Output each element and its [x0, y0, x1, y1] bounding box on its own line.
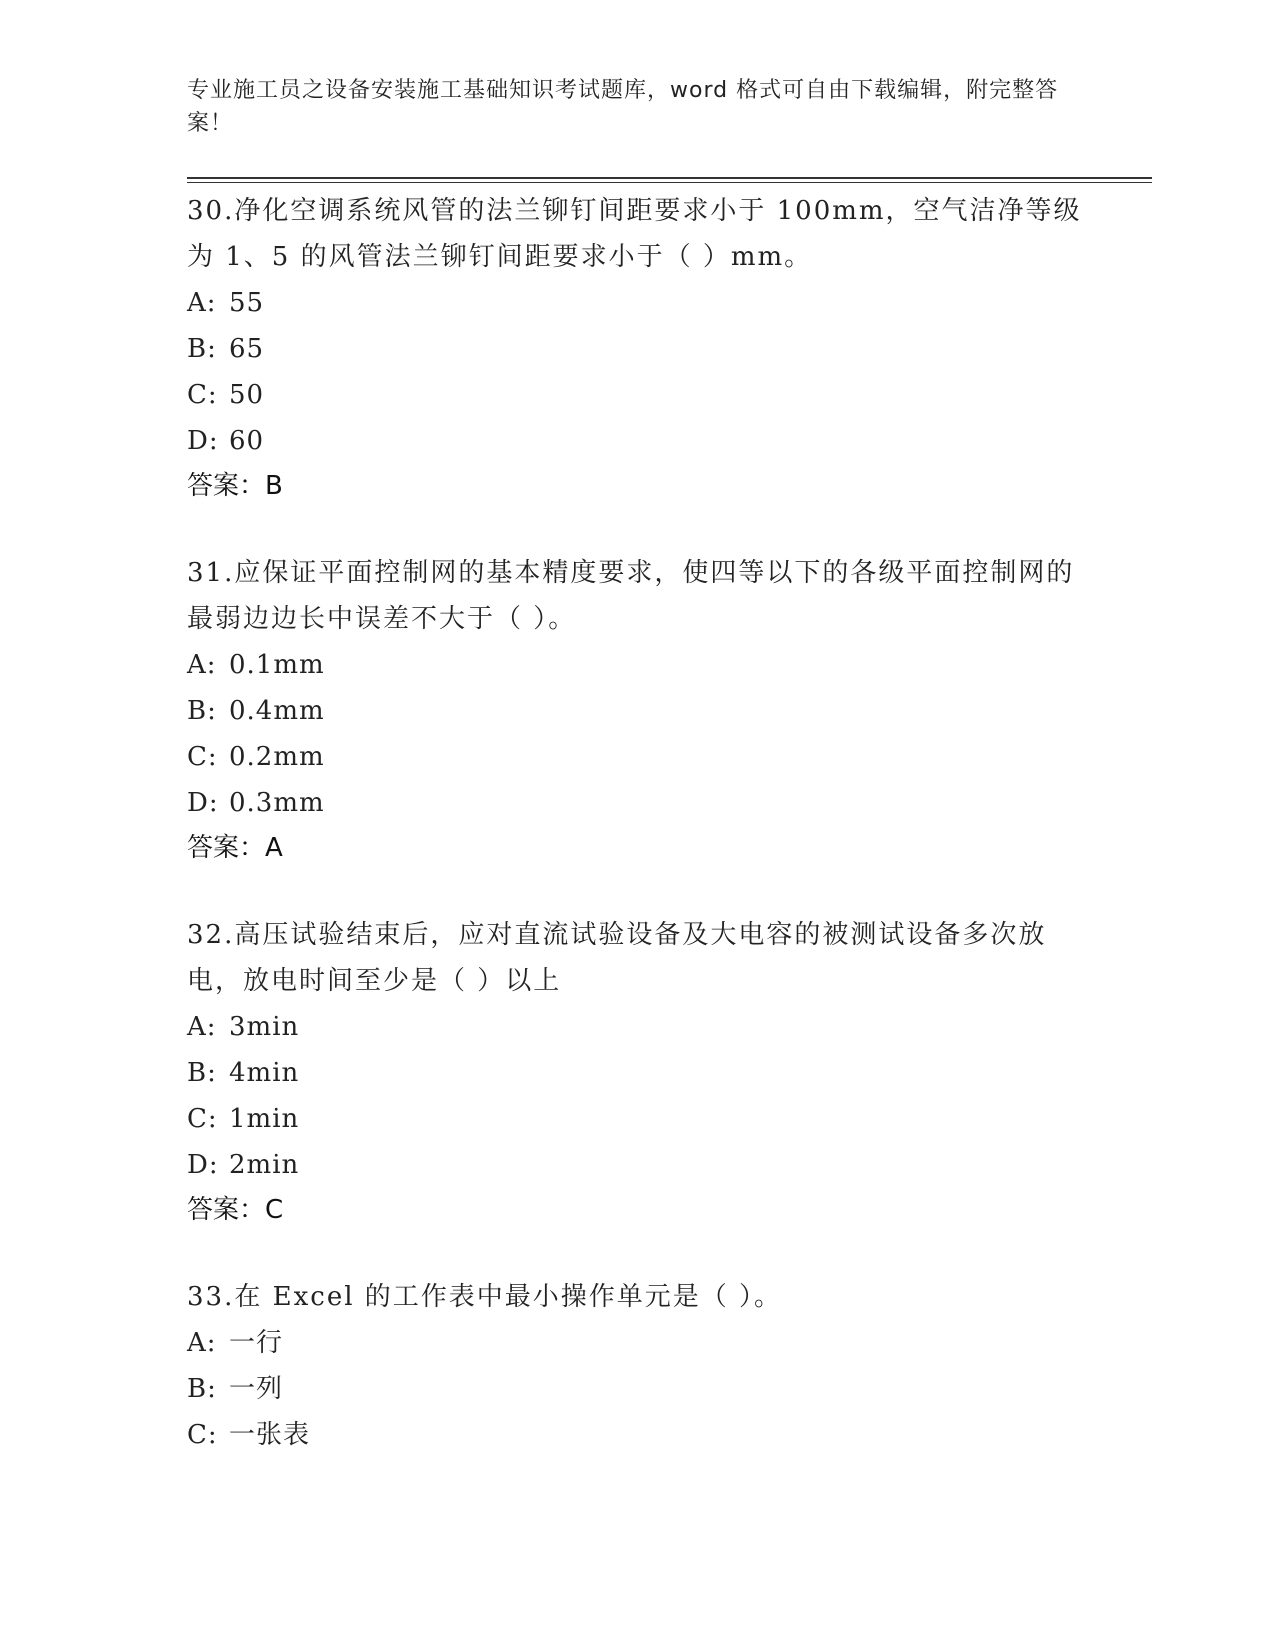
option-label: B:	[187, 334, 217, 364]
question-stem: 32.高压试验结束后，应对直流试验设备及大电容的被测试设备多次放电，放电时间至少是（ ）以上	[187, 920, 1047, 996]
document-header: 专业施工员之设备安装施工基础知识考试题库，word 格式可自由下载编辑，附完整答案！	[187, 78, 1059, 136]
answer: 答案：C	[187, 1195, 284, 1225]
option-text: 3min	[229, 1012, 300, 1042]
option-label: B:	[187, 1374, 217, 1404]
option-label: D:	[187, 426, 219, 456]
answer: 答案：B	[187, 471, 283, 501]
header-divider-thin	[187, 182, 1152, 183]
option-a	[187, 1320, 1082, 1366]
option-d	[187, 780, 1082, 826]
option-d	[187, 1142, 1082, 1188]
option-b	[187, 688, 1082, 734]
option-text: 2min	[229, 1150, 300, 1180]
option-label: A:	[187, 650, 217, 680]
option-b	[187, 326, 1082, 372]
option-label: B:	[187, 696, 217, 726]
question-stem: 33.在 Excel 的工作表中最小操作单元是（ ）。	[187, 1282, 783, 1312]
option-a	[187, 1004, 1082, 1050]
option-text: 一张表	[229, 1420, 311, 1450]
option-text: 0.1mm	[229, 650, 325, 680]
question-31	[187, 550, 1082, 870]
option-text: 0.4mm	[229, 696, 325, 726]
answer: 答案：A	[187, 833, 283, 863]
option-text: 60	[229, 426, 265, 456]
option-text: 50	[229, 380, 265, 410]
option-c	[187, 734, 1082, 780]
option-label: D:	[187, 788, 219, 818]
question-stem: 31.应保证平面控制网的基本精度要求，使四等以下的各级平面控制网的最弱边边长中误差不大于（ ）。	[187, 558, 1075, 634]
option-text: 1min	[229, 1104, 300, 1134]
option-d	[187, 418, 1082, 464]
option-text: 0.3mm	[229, 788, 325, 818]
option-text: 65	[229, 334, 265, 364]
option-text: 4min	[229, 1058, 300, 1088]
option-label: B:	[187, 1058, 217, 1088]
option-label: A:	[187, 1328, 217, 1358]
option-b	[187, 1050, 1082, 1096]
option-c	[187, 372, 1082, 418]
option-label: C:	[187, 1420, 218, 1450]
question-32	[187, 912, 1082, 1232]
option-label: A:	[187, 288, 217, 318]
option-label: A:	[187, 1012, 217, 1042]
header-divider-thick	[187, 177, 1152, 179]
question-stem: 30.净化空调系统风管的法兰铆钉间距要求小于 100mm，空气洁净等级为 1、5 的风管法兰铆钉间距要求小于（ ）mm。	[187, 196, 1082, 272]
question-33	[187, 1274, 1082, 1458]
option-c	[187, 1412, 1082, 1458]
option-label: D:	[187, 1150, 219, 1180]
option-text: 55	[229, 288, 265, 318]
question-30	[187, 188, 1082, 508]
option-text: 一列	[229, 1374, 284, 1404]
option-label: C:	[187, 742, 218, 772]
option-label: C:	[187, 380, 218, 410]
option-a	[187, 642, 1082, 688]
option-b	[187, 1366, 1082, 1412]
option-label: C:	[187, 1104, 218, 1134]
option-c	[187, 1096, 1082, 1142]
option-text: 0.2mm	[229, 742, 325, 772]
option-text: 一行	[229, 1328, 284, 1358]
option-a	[187, 280, 1082, 326]
